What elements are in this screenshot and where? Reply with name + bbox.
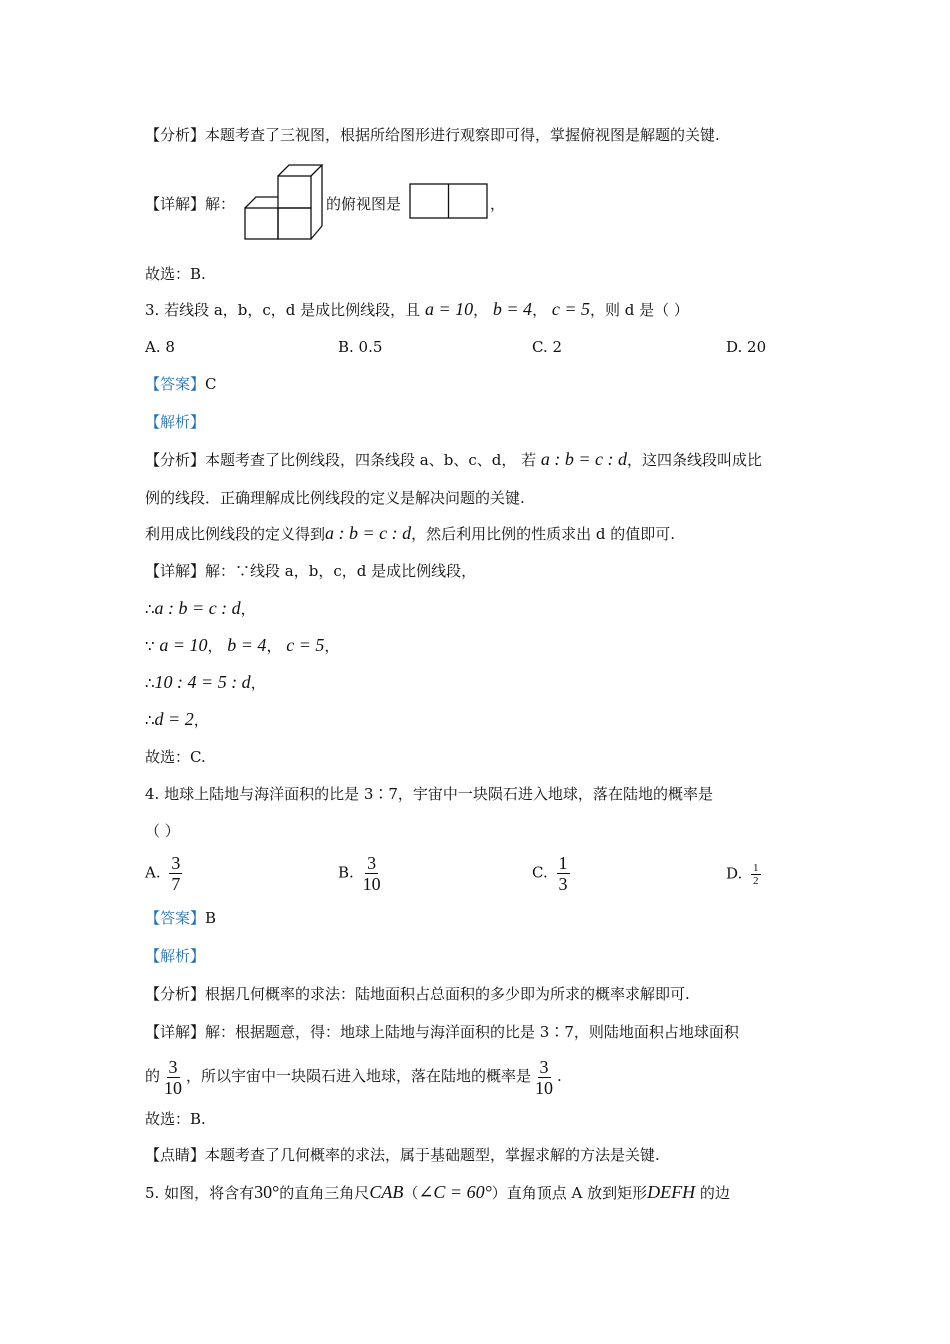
q2-detail-tag: 【详解】 xyxy=(145,195,206,213)
q2-analysis-text: 本题考查了三视图，根据所给图形进行观察即可得，掌握俯视图是解题的关键. xyxy=(205,126,720,144)
q4-option-b-fraction: $\frac{3}{10}$ xyxy=(362,853,381,894)
q2-choose: 故选：B. xyxy=(145,265,206,283)
q3-step1: ∴a : b = c : d， xyxy=(145,598,256,618)
q4-detail-fraction-1: $\frac{3}{10}$ xyxy=(164,1056,183,1098)
q3-analysis-cont: 例的线段．正确理解成比例线段的定义是解决问题的关键. xyxy=(145,489,525,507)
q3-option-c[interactable]: C. 2 xyxy=(532,338,563,356)
q3-ratio: a : b = c : d xyxy=(540,449,628,469)
q3-step2: ∵ a = 10， b = 4， c = 5， xyxy=(145,635,340,655)
q4-jiexi: 【解析】 xyxy=(145,947,206,965)
q4-paren: （ ） xyxy=(145,822,180,840)
q4-answer: 【答案】B xyxy=(145,909,217,927)
q3-option-a[interactable]: A. 8 xyxy=(145,338,175,356)
top-view-figure xyxy=(409,183,489,219)
q4-option-c-fraction: $\frac{1}{3}$ xyxy=(558,853,568,894)
q3-eq2: b = 4 xyxy=(492,299,533,319)
q3-jiexi: 【解析】 xyxy=(145,413,206,431)
q3-eq1: a = 10 xyxy=(424,299,474,319)
q4-analysis: 【分析】根据几何概率的求法：陆地面积占总面积的多少即为所求的概率求解即可. xyxy=(145,985,690,1003)
q3-stem-b: ，则 d 是（ ） xyxy=(590,301,689,319)
q3-answer-value: C xyxy=(205,375,217,393)
q2-analysis-tag: 【分析】 xyxy=(145,126,206,144)
q4-option-b[interactable]: B. $\frac{3}{10}$ xyxy=(338,853,381,894)
q3-answer xyxy=(145,373,217,395)
q4-option-d-fraction: $\frac{1}{2}$ xyxy=(753,862,759,887)
q3-eq3: c = 5 xyxy=(551,299,590,319)
q3-option-d[interactable]: D. 20 xyxy=(726,338,767,356)
q3-step4: ∴d = 2， xyxy=(145,709,209,729)
q3-detail: 【详解】解：∵线段 a，b，c，d 是成比例线段， xyxy=(145,562,477,580)
q3-choose: 故选：C. xyxy=(145,748,206,766)
q4-detail-fraction-2: $\frac{3}{10}$ xyxy=(535,1056,554,1098)
q4-option-d[interactable]: D. $\frac{1}{2}$ xyxy=(726,862,759,887)
q2-analysis xyxy=(145,124,720,146)
q4-detail: 【详解】解：根据题意，得：地球上陆地与海洋面积的比是 3∶7，则陆地面积占地球面积 xyxy=(145,1023,739,1041)
q3-stem: 3. 若线段 a，b，c，d 是成比例线段，且 a = 10， b = 4， c = 5，则 d 是（ ） xyxy=(145,299,689,319)
q3-method: 利用成比例线段的定义得到a : b = c : d，然后利用比例的性质求出 d 的值即可. xyxy=(145,523,676,543)
q3-step3: ∴10 : 4 = 5 : d， xyxy=(145,672,266,692)
q4-option-c[interactable]: C. $\frac{1}{3}$ xyxy=(532,853,568,894)
cube-stack-figure xyxy=(243,162,325,240)
q4-detail-cont: 的 $\frac{3}{10}$ ，所以宇宙中一块陨石进入地球，落在陆地的概率是 $\frac{3}{10}$ . xyxy=(145,1056,562,1098)
q4-choose: 故选：B. xyxy=(145,1110,206,1128)
q3-stem-a: 3. 若线段 a，b，c，d 是成比例线段，且 xyxy=(145,301,421,319)
q4-option-a[interactable]: A. $\frac{3}{7}$ xyxy=(145,853,181,894)
q4-comment: 【点睛】本题考查了几何概率的求法，属于基础题型，掌握求解的方法是关键. xyxy=(145,1146,660,1164)
q4-stem: 4. 地球上陆地与海洋面积的比是 3∶7，宇宙中一块陨石进入地球，落在陆地的概率是 xyxy=(145,785,713,803)
q2-detail-end: ， xyxy=(490,195,506,213)
q5-stem: 5. 如图，将含有30°的直角三角尺CAB（∠C = 60°）直角顶点 A 放到矩形DEFH 的边 xyxy=(145,1182,730,1202)
q4-option-a-fraction: $\frac{3}{7}$ xyxy=(171,853,181,894)
q3-option-b[interactable]: B. 0.5 xyxy=(338,338,383,356)
q2-detail-prefix: 解： xyxy=(205,195,236,213)
q3-analysis: 【分析】本题考查了比例线段，四条线段 a、b、c、d， 若 a : b = c : d，这四条线段叫成比 xyxy=(145,449,763,469)
q2-detail-mid: 的俯视图是 xyxy=(326,195,402,213)
q3-answer-tag: 【答案】 xyxy=(145,375,206,393)
q2-detail xyxy=(145,193,235,215)
